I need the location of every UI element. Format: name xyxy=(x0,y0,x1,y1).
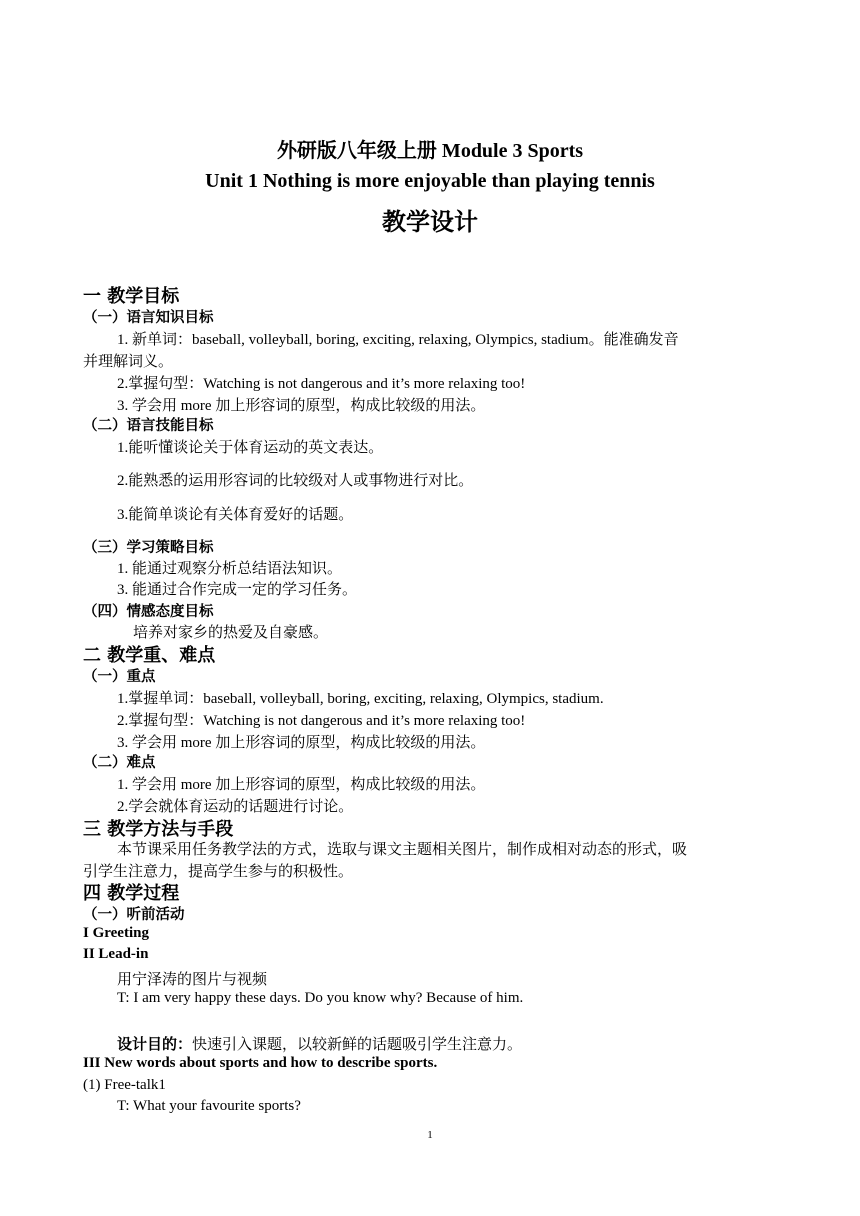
s1-sub2-item3: 3.能简单谈论有关体育爱好的话题。 xyxy=(117,507,354,523)
s1-sub1-item1a: 1. 新单词：baseball, volleyball, boring, exciting, relaxing, Olympics, stadium。能准确发音 xyxy=(117,332,679,348)
s1-sub1-item1b: 并理解词义。 xyxy=(83,354,174,370)
s2-sub2-heading: （二）难点 xyxy=(83,755,156,771)
s1-sub4-item1: 培养对家乡的热爱及自豪感。 xyxy=(133,625,329,641)
leadin-line-2: T: I am very happy these days. Do you know why? Because of him. xyxy=(117,990,524,1006)
s1-sub2-heading: （二）语言技能目标 xyxy=(83,418,214,434)
s2-sub1-item2: 2.掌握句型：Watching is not dangerous and it’s more relaxing too! xyxy=(117,713,526,729)
section-1-heading: 一 教学目标 xyxy=(83,286,180,307)
s1-sub3-item1: 1. 能通过观察分析总结语法知识。 xyxy=(117,561,343,577)
s1-sub1-item2: 2.掌握句型：Watching is not dangerous and it’s more relaxing too! xyxy=(117,376,526,392)
s1-sub3-heading: （三）学习策略目标 xyxy=(83,540,214,556)
leadin-heading: II Lead-in xyxy=(83,946,149,962)
part-3-heading: III New words about sports and how to describe sports. xyxy=(83,1055,438,1071)
page-number: 1 xyxy=(427,1129,433,1141)
section-4-heading: 四 教学过程 xyxy=(83,883,180,904)
s1-sub1-item3: 3. 学会用 more 加上形容词的原型，构成比较级的用法。 xyxy=(117,398,486,414)
s3-paragraph-line-2: 引学生注意力，提高学生参与的积极性。 xyxy=(83,864,354,880)
greeting-heading: I Greeting xyxy=(83,925,149,941)
s4-sub1-heading: （一）听前活动 xyxy=(83,907,185,923)
freetalk-heading: (1) Free-talk1 xyxy=(83,1077,166,1093)
design-purpose-text: 快速引入课题，以较新鲜的话题吸引学生注意力。 xyxy=(192,1037,523,1053)
s1-sub2-item1: 1.能听懂谈论关于体育运动的英文表达。 xyxy=(117,440,384,456)
freetalk-question: T: What your favourite sports? xyxy=(117,1098,301,1114)
section-2-heading: 二 教学重、难点 xyxy=(83,645,216,666)
s1-sub2-item2: 2.能熟悉的运用形容词的比较级对人或事物进行对比。 xyxy=(117,473,474,489)
s2-sub2-item2: 2.学会就体育运动的话题进行讨论。 xyxy=(117,799,354,815)
title-line-3: 教学设计 xyxy=(382,208,478,236)
s2-sub2-item1: 1. 学会用 more 加上形容词的原型，构成比较级的用法。 xyxy=(117,777,486,793)
design-purpose-label: 设计目的： xyxy=(117,1037,193,1053)
s2-sub1-item1: 1.掌握单词：baseball, volleyball, boring, exciting, relaxing, Olympics, stadium. xyxy=(117,691,604,707)
title-line-2: Unit 1 Nothing is more enjoyable than playing tennis xyxy=(205,170,655,192)
design-purpose xyxy=(117,1033,522,1054)
s1-sub1-heading: （一）语言知识目标 xyxy=(83,310,214,326)
leadin-line-1: 用宁泽涛的图片与视频 xyxy=(117,972,268,988)
s1-sub4-heading: （四）情感态度目标 xyxy=(83,604,214,620)
title-line-1: 外研版八年级上册 Module 3 Sports xyxy=(276,140,584,162)
section-3-heading: 三 教学方法与手段 xyxy=(83,819,234,840)
s1-sub3-item2: 3. 能通过合作完成一定的学习任务。 xyxy=(117,582,358,598)
s3-paragraph-line-1: 本节课采用任务教学法的方式，选取与课文主题相关图片，制作成相对动态的形式，吸 xyxy=(117,842,688,858)
s2-sub1-heading: （一）重点 xyxy=(83,669,156,685)
s2-sub1-item3: 3. 学会用 more 加上形容词的原型，构成比较级的用法。 xyxy=(117,735,486,751)
